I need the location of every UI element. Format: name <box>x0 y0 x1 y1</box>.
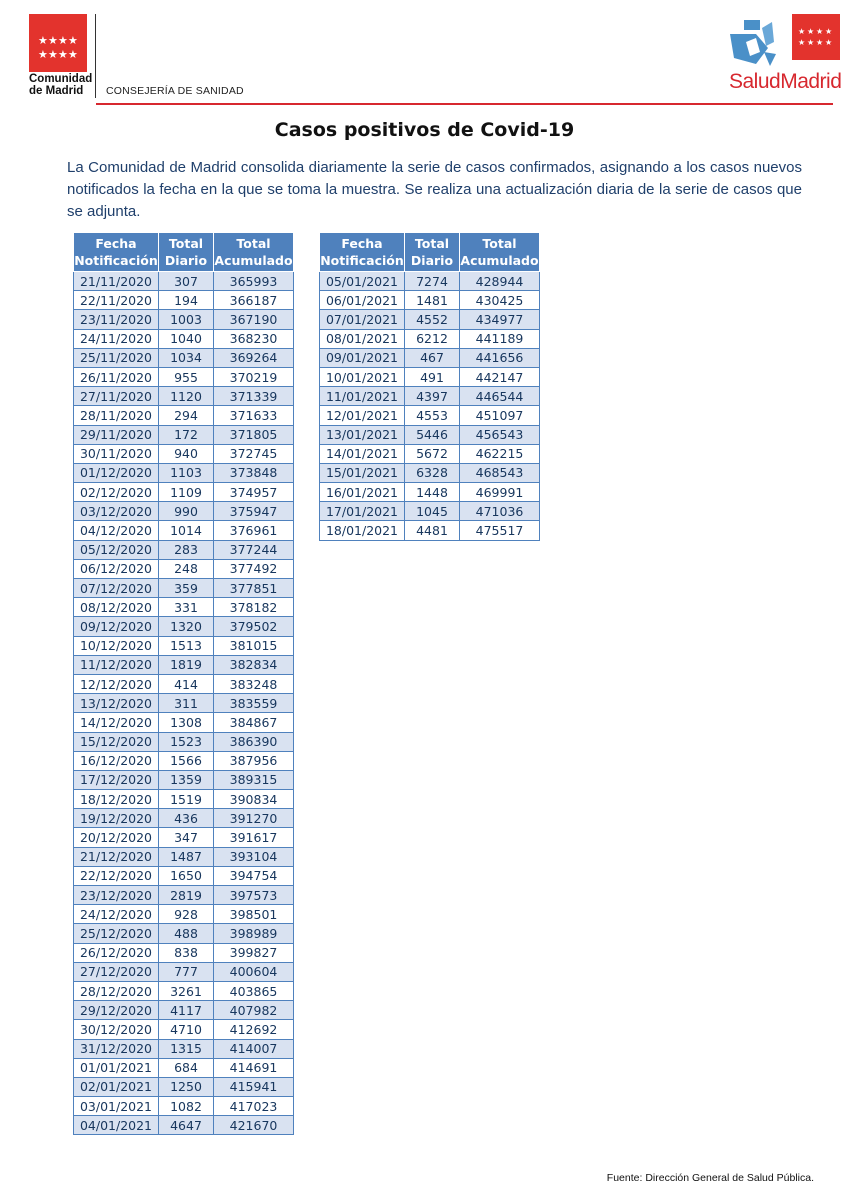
table-row <box>74 809 294 828</box>
source-note: Fuente: Dirección General de Salud Pública. <box>606 1172 814 1184</box>
table-row <box>74 348 294 367</box>
cell-fecha: 30/11/2020 <box>74 444 159 463</box>
table-row <box>320 387 540 406</box>
cell-total-diario: 1082 <box>159 1097 214 1116</box>
cell-total-acumulado: 430425 <box>460 291 540 310</box>
table-row <box>320 502 540 521</box>
header-rule <box>96 103 833 105</box>
table-body <box>320 272 540 541</box>
cell-total-acumulado: 475517 <box>460 521 540 540</box>
cell-fecha: 15/01/2021 <box>320 463 405 482</box>
cell-total-acumulado: 371805 <box>214 425 294 444</box>
cell-total-diario: 6328 <box>405 463 460 482</box>
cell-total-acumulado: 373848 <box>214 463 294 482</box>
table-row <box>74 329 294 348</box>
cell-fecha: 03/12/2020 <box>74 502 159 521</box>
intro-paragraph: La Comunidad de Madrid consolida diariamente la serie de casos confirmados, asignando a los casos nuevos notificados la fecha en la que se toma la muestra. Se realiza una actualización diaria de la serie de casos que se adjunta. <box>67 159 802 220</box>
cell-fecha: 01/12/2020 <box>74 463 159 482</box>
cell-fecha: 29/11/2020 <box>74 425 159 444</box>
cell-total-acumulado: 377492 <box>214 559 294 578</box>
cell-fecha: 26/12/2020 <box>74 943 159 962</box>
cell-total-diario: 940 <box>159 444 214 463</box>
table-row <box>74 981 294 1000</box>
cell-total-diario: 955 <box>159 367 214 386</box>
header-total-acumulado: Total Acumulado <box>460 233 540 272</box>
cell-fecha: 17/01/2021 <box>320 502 405 521</box>
cell-total-acumulado: 383248 <box>214 674 294 693</box>
cell-total-diario: 294 <box>159 406 214 425</box>
header-divider <box>95 14 96 98</box>
table-row <box>74 617 294 636</box>
cell-fecha: 02/01/2021 <box>74 1077 159 1096</box>
cell-total-acumulado: 468543 <box>460 463 540 482</box>
cell-fecha: 22/11/2020 <box>74 291 159 310</box>
cell-total-diario: 1120 <box>159 387 214 406</box>
table-row <box>320 291 540 310</box>
cell-total-acumulado: 394754 <box>214 866 294 885</box>
table-row <box>320 406 540 425</box>
org-name-line-1: Comunidad <box>29 73 93 85</box>
svg-text:★: ★ <box>807 27 815 36</box>
cell-total-diario: 1040 <box>159 329 214 348</box>
table-row <box>74 598 294 617</box>
cell-fecha: 04/12/2020 <box>74 521 159 540</box>
svg-text:★: ★ <box>48 48 58 61</box>
comunidad-madrid-flag-logo <box>29 14 87 72</box>
table-row <box>74 367 294 386</box>
cell-fecha: 20/12/2020 <box>74 828 159 847</box>
table-row <box>74 406 294 425</box>
cell-fecha: 26/11/2020 <box>74 367 159 386</box>
cell-total-diario: 1519 <box>159 790 214 809</box>
cell-total-diario: 194 <box>159 291 214 310</box>
table-row <box>74 444 294 463</box>
cell-total-acumulado: 389315 <box>214 770 294 789</box>
cell-fecha: 10/12/2020 <box>74 636 159 655</box>
cell-total-acumulado: 377851 <box>214 579 294 598</box>
cell-total-acumulado: 387956 <box>214 751 294 770</box>
page-title: Casos positivos de Covid-19 <box>274 119 575 141</box>
cell-total-acumulado: 390834 <box>214 790 294 809</box>
cell-total-acumulado: 371633 <box>214 406 294 425</box>
cell-total-diario: 5446 <box>405 425 460 444</box>
cell-total-acumulado: 434977 <box>460 310 540 329</box>
cell-total-acumulado: 414691 <box>214 1058 294 1077</box>
cell-fecha: 25/12/2020 <box>74 924 159 943</box>
cell-total-acumulado: 441189 <box>460 329 540 348</box>
table-row <box>74 828 294 847</box>
cell-total-diario: 311 <box>159 694 214 713</box>
svg-text:★: ★ <box>38 34 48 47</box>
cell-total-diario: 4481 <box>405 521 460 540</box>
cell-total-diario: 1650 <box>159 866 214 885</box>
table-row <box>74 521 294 540</box>
cell-total-diario: 1045 <box>405 502 460 521</box>
table-row <box>74 905 294 924</box>
cell-total-diario: 488 <box>159 924 214 943</box>
svg-text:★: ★ <box>825 27 833 36</box>
table-row <box>74 1077 294 1096</box>
table-row <box>74 559 294 578</box>
cell-fecha: 03/01/2021 <box>74 1097 159 1116</box>
cell-total-acumulado: 382834 <box>214 655 294 674</box>
organization-name <box>29 73 92 97</box>
cell-total-acumulado: 397573 <box>214 886 294 905</box>
cell-fecha: 23/11/2020 <box>74 310 159 329</box>
cell-fecha: 08/01/2021 <box>320 329 405 348</box>
svg-text:★: ★ <box>798 27 806 36</box>
cell-total-diario: 1819 <box>159 655 214 674</box>
cell-fecha: 01/01/2021 <box>74 1058 159 1077</box>
cell-total-acumulado: 378182 <box>214 598 294 617</box>
table-row <box>320 329 540 348</box>
table-row <box>74 751 294 770</box>
table-row <box>74 636 294 655</box>
cell-total-acumulado: 381015 <box>214 636 294 655</box>
cell-fecha: 31/12/2020 <box>74 1039 159 1058</box>
cell-total-diario: 5672 <box>405 444 460 463</box>
table-row <box>320 483 540 502</box>
cell-fecha: 27/12/2020 <box>74 962 159 981</box>
cell-fecha: 21/12/2020 <box>74 847 159 866</box>
cell-total-acumulado: 428944 <box>460 272 540 291</box>
cell-total-diario: 359 <box>159 579 214 598</box>
cell-fecha: 18/01/2021 <box>320 521 405 540</box>
cell-total-acumulado: 372745 <box>214 444 294 463</box>
cell-total-acumulado: 368230 <box>214 329 294 348</box>
cell-fecha: 28/12/2020 <box>74 981 159 1000</box>
cell-total-acumulado: 441656 <box>460 348 540 367</box>
table-row <box>74 387 294 406</box>
table-row <box>74 463 294 482</box>
table-row <box>74 924 294 943</box>
cell-fecha: 13/01/2021 <box>320 425 405 444</box>
table-row <box>320 367 540 386</box>
cell-total-diario: 1014 <box>159 521 214 540</box>
table-row <box>74 713 294 732</box>
cell-total-acumulado: 451097 <box>460 406 540 425</box>
header-total-acumulado: Total Acumulado <box>214 233 294 272</box>
cell-total-acumulado: 375947 <box>214 502 294 521</box>
cell-total-diario: 3261 <box>159 981 214 1000</box>
cell-total-diario: 1513 <box>159 636 214 655</box>
table-row <box>74 579 294 598</box>
cell-total-acumulado: 403865 <box>214 981 294 1000</box>
salud-madrid-wordmark: SaludMadrid <box>729 70 842 93</box>
cell-fecha: 16/01/2021 <box>320 483 405 502</box>
cell-fecha: 19/12/2020 <box>74 809 159 828</box>
cell-total-acumulado: 417023 <box>214 1097 294 1116</box>
table-header-row <box>74 233 294 272</box>
cell-fecha: 22/12/2020 <box>74 866 159 885</box>
cell-fecha: 10/01/2021 <box>320 367 405 386</box>
cell-total-diario: 1103 <box>159 463 214 482</box>
cell-fecha: 15/12/2020 <box>74 732 159 751</box>
cases-table-right <box>319 232 540 541</box>
cell-total-acumulado: 414007 <box>214 1039 294 1058</box>
cell-total-acumulado: 370219 <box>214 367 294 386</box>
cell-total-diario: 172 <box>159 425 214 444</box>
cell-fecha: 05/12/2020 <box>74 540 159 559</box>
cell-total-diario: 347 <box>159 828 214 847</box>
cell-total-acumulado: 399827 <box>214 943 294 962</box>
table-row <box>74 674 294 693</box>
cell-total-diario: 491 <box>405 367 460 386</box>
department-name: CONSEJERÍA DE SANIDAD <box>106 85 244 97</box>
cell-total-diario: 928 <box>159 905 214 924</box>
header-fecha: Fecha Notificación <box>320 233 405 272</box>
health-cross-icon <box>730 20 776 66</box>
cell-fecha: 02/12/2020 <box>74 483 159 502</box>
table-row <box>74 1039 294 1058</box>
table-row <box>74 655 294 674</box>
svg-text:★: ★ <box>48 34 58 47</box>
cell-total-acumulado: 377244 <box>214 540 294 559</box>
table-row <box>74 502 294 521</box>
table-row <box>74 1116 294 1135</box>
cell-total-acumulado: 365993 <box>214 272 294 291</box>
cell-fecha: 04/01/2021 <box>74 1116 159 1135</box>
cell-fecha: 11/12/2020 <box>74 655 159 674</box>
cell-total-acumulado: 391617 <box>214 828 294 847</box>
madrid-flag-icon <box>792 14 840 60</box>
cell-total-diario: 436 <box>159 809 214 828</box>
svg-text:★: ★ <box>807 38 815 47</box>
cell-total-acumulado: 407982 <box>214 1001 294 1020</box>
cell-total-acumulado: 366187 <box>214 291 294 310</box>
table-row <box>320 521 540 540</box>
table-row <box>320 272 540 291</box>
header-fecha: Fecha Notificación <box>74 233 159 272</box>
cell-fecha: 17/12/2020 <box>74 770 159 789</box>
table-row <box>74 1001 294 1020</box>
svg-text:★: ★ <box>68 48 78 61</box>
cell-fecha: 14/01/2021 <box>320 444 405 463</box>
svg-text:★: ★ <box>58 34 68 47</box>
cell-total-diario: 1109 <box>159 483 214 502</box>
svg-text:★: ★ <box>58 48 68 61</box>
cell-fecha: 28/11/2020 <box>74 406 159 425</box>
cell-fecha: 24/11/2020 <box>74 329 159 348</box>
table-header-row <box>320 233 540 272</box>
svg-text:★: ★ <box>68 34 78 47</box>
cell-fecha: 07/12/2020 <box>74 579 159 598</box>
cell-fecha: 07/01/2021 <box>320 310 405 329</box>
table-row <box>74 1097 294 1116</box>
cell-total-diario: 467 <box>405 348 460 367</box>
cell-total-diario: 777 <box>159 962 214 981</box>
cell-total-diario: 283 <box>159 540 214 559</box>
cell-fecha: 12/01/2021 <box>320 406 405 425</box>
table-row <box>320 463 540 482</box>
cell-total-acumulado: 398989 <box>214 924 294 943</box>
cell-fecha: 11/01/2021 <box>320 387 405 406</box>
cell-fecha: 27/11/2020 <box>74 387 159 406</box>
table-row <box>320 425 540 444</box>
cases-table-left <box>73 232 294 1135</box>
svg-text:★: ★ <box>816 27 824 36</box>
stars-icon <box>29 14 87 72</box>
cell-total-acumulado: 398501 <box>214 905 294 924</box>
cell-total-diario: 4397 <box>405 387 460 406</box>
cell-fecha: 05/01/2021 <box>320 272 405 291</box>
cell-total-diario: 307 <box>159 272 214 291</box>
cell-total-acumulado: 446544 <box>460 387 540 406</box>
cell-total-acumulado: 469991 <box>460 483 540 502</box>
cell-total-diario: 4553 <box>405 406 460 425</box>
cell-fecha: 18/12/2020 <box>74 790 159 809</box>
table-row <box>74 425 294 444</box>
cell-total-diario: 414 <box>159 674 214 693</box>
table-row <box>74 291 294 310</box>
cell-total-acumulado: 367190 <box>214 310 294 329</box>
cell-total-acumulado: 369264 <box>214 348 294 367</box>
table-body <box>74 272 294 1135</box>
cell-fecha: 25/11/2020 <box>74 348 159 367</box>
table-row <box>74 310 294 329</box>
cell-total-acumulado: 415941 <box>214 1077 294 1096</box>
cell-total-diario: 1034 <box>159 348 214 367</box>
cell-total-diario: 1250 <box>159 1077 214 1096</box>
cell-total-acumulado: 371339 <box>214 387 294 406</box>
table-row <box>74 694 294 713</box>
cell-total-diario: 4710 <box>159 1020 214 1039</box>
cell-total-diario: 6212 <box>405 329 460 348</box>
cell-fecha: 24/12/2020 <box>74 905 159 924</box>
cell-total-diario: 1359 <box>159 770 214 789</box>
cell-total-acumulado: 421670 <box>214 1116 294 1135</box>
cell-total-diario: 684 <box>159 1058 214 1077</box>
cell-total-diario: 1320 <box>159 617 214 636</box>
table-row <box>74 847 294 866</box>
cell-total-acumulado: 383559 <box>214 694 294 713</box>
cell-total-diario: 4552 <box>405 310 460 329</box>
cell-fecha: 13/12/2020 <box>74 694 159 713</box>
table-row <box>74 943 294 962</box>
table-row <box>74 770 294 789</box>
table-row <box>74 1058 294 1077</box>
cell-total-diario: 1523 <box>159 732 214 751</box>
svg-text:★: ★ <box>38 48 48 61</box>
cell-total-acumulado: 391270 <box>214 809 294 828</box>
cell-total-diario: 1308 <box>159 713 214 732</box>
cell-total-acumulado: 393104 <box>214 847 294 866</box>
svg-text:★: ★ <box>798 38 806 47</box>
table-row <box>320 444 540 463</box>
cell-fecha: 23/12/2020 <box>74 886 159 905</box>
cell-fecha: 06/12/2020 <box>74 559 159 578</box>
table-row <box>74 272 294 291</box>
table-row <box>74 732 294 751</box>
table-row <box>74 540 294 559</box>
cell-total-diario: 990 <box>159 502 214 521</box>
org-name-line-2: de Madrid <box>29 85 84 97</box>
cell-total-acumulado: 376961 <box>214 521 294 540</box>
cell-fecha: 16/12/2020 <box>74 751 159 770</box>
cell-total-acumulado: 471036 <box>460 502 540 521</box>
cell-total-acumulado: 379502 <box>214 617 294 636</box>
cell-total-acumulado: 386390 <box>214 732 294 751</box>
cell-fecha: 09/12/2020 <box>74 617 159 636</box>
table-row <box>74 886 294 905</box>
cell-fecha: 14/12/2020 <box>74 713 159 732</box>
cell-fecha: 29/12/2020 <box>74 1001 159 1020</box>
cell-fecha: 30/12/2020 <box>74 1020 159 1039</box>
cell-fecha: 12/12/2020 <box>74 674 159 693</box>
table-row <box>74 962 294 981</box>
cell-total-acumulado: 400604 <box>214 962 294 981</box>
cell-total-acumulado: 384867 <box>214 713 294 732</box>
table-row <box>74 483 294 502</box>
cell-total-diario: 248 <box>159 559 214 578</box>
cell-total-diario: 1566 <box>159 751 214 770</box>
cell-total-diario: 4647 <box>159 1116 214 1135</box>
cell-total-acumulado: 442147 <box>460 367 540 386</box>
cell-total-acumulado: 456543 <box>460 425 540 444</box>
table-row <box>74 866 294 885</box>
cell-total-diario: 7274 <box>405 272 460 291</box>
cell-total-acumulado: 462215 <box>460 444 540 463</box>
table-row <box>74 1020 294 1039</box>
cell-total-diario: 1487 <box>159 847 214 866</box>
cell-fecha: 09/01/2021 <box>320 348 405 367</box>
cell-fecha: 08/12/2020 <box>74 598 159 617</box>
cell-fecha: 21/11/2020 <box>74 272 159 291</box>
svg-text:★: ★ <box>816 38 824 47</box>
cell-total-diario: 331 <box>159 598 214 617</box>
cell-total-diario: 1481 <box>405 291 460 310</box>
table-row <box>320 310 540 329</box>
header-total-diario: Total Diario <box>405 233 460 272</box>
cell-total-acumulado: 412692 <box>214 1020 294 1039</box>
cell-total-diario: 2819 <box>159 886 214 905</box>
cell-fecha: 06/01/2021 <box>320 291 405 310</box>
cell-total-diario: 1003 <box>159 310 214 329</box>
cell-total-diario: 838 <box>159 943 214 962</box>
cell-total-acumulado: 374957 <box>214 483 294 502</box>
table-row <box>320 348 540 367</box>
cell-total-diario: 1315 <box>159 1039 214 1058</box>
header-total-diario: Total Diario <box>159 233 214 272</box>
cell-total-diario: 4117 <box>159 1001 214 1020</box>
cell-total-diario: 1448 <box>405 483 460 502</box>
table-row <box>74 790 294 809</box>
svg-text:★: ★ <box>825 38 833 47</box>
